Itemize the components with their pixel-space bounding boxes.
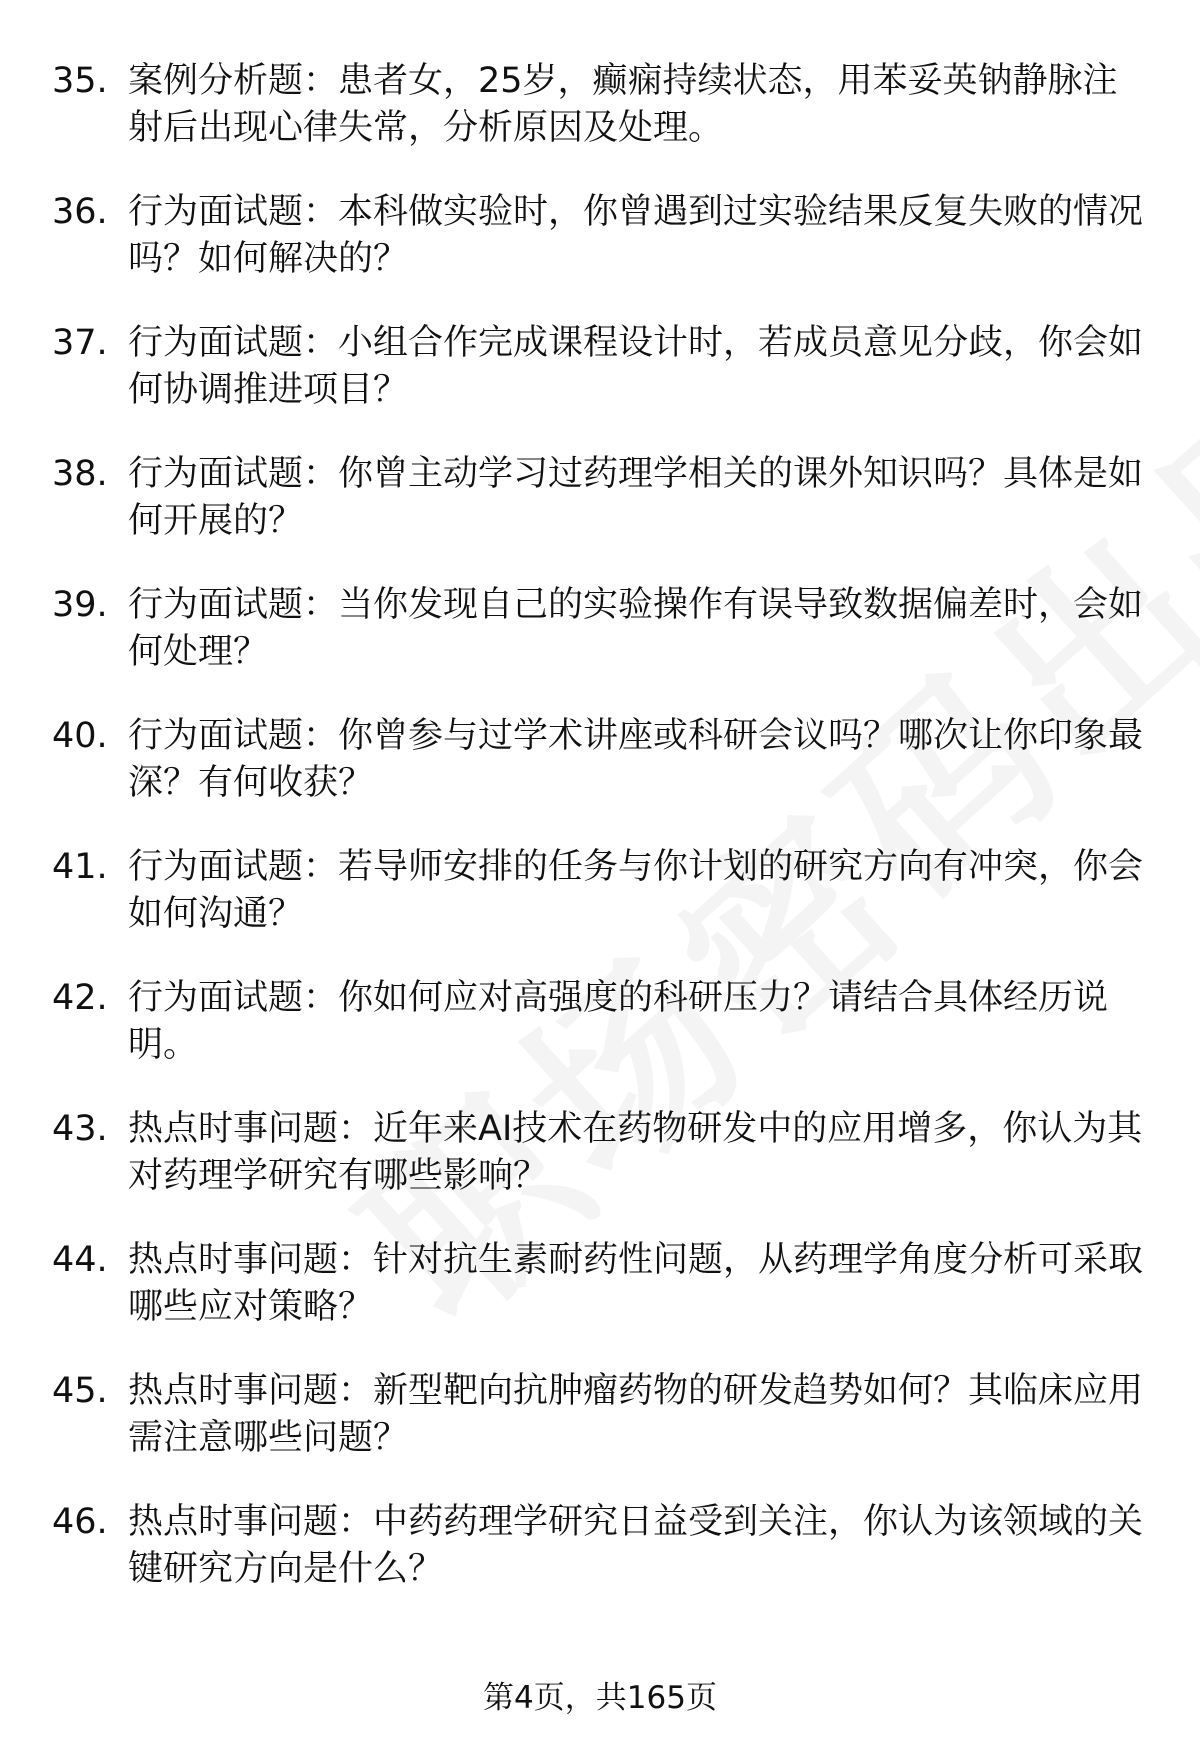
question-number: 45. (52, 1371, 108, 1411)
question-number: 43. (52, 1109, 108, 1149)
question-text: 行为面试题：你如何应对高强度的科研压力？请结合具体经历说明。 (128, 978, 1109, 1065)
question-number: 41. (52, 847, 108, 887)
question-number: 42. (52, 978, 108, 1018)
question-text: 热点时事问题：针对抗生素耐药性问题，从药理学角度分析可采取哪些应对策略？ (128, 1240, 1144, 1327)
question-number: 37. (52, 323, 108, 363)
question-item (52, 1237, 1152, 1368)
question-text: 热点时事问题：新型靶向抗肿瘤药物的研发趋势如何？其临床应用需注意哪些问题？ (128, 1371, 1144, 1458)
question-item (52, 189, 1152, 320)
question-text: 行为面试题：你曾参与过学术讲座或科研会议吗？哪次让你印象最深？有何收获？ (128, 716, 1144, 803)
question-item (52, 713, 1152, 844)
question-item (52, 58, 1152, 189)
question-item (52, 844, 1152, 975)
question-item (52, 1368, 1152, 1499)
question-list (52, 58, 1152, 1630)
question-number: 40. (52, 716, 108, 756)
question-text: 案例分析题：患者女，25岁，癫痫持续状态，用苯妥英钠静脉注射后出现心律失常，分析原因及处理。 (128, 61, 1118, 148)
question-item (52, 975, 1152, 1106)
question-number: 46. (52, 1502, 108, 1542)
question-item (52, 1106, 1152, 1237)
question-text: 行为面试题：你曾主动学习过药理学相关的课外知识吗？具体是如何开展的？ (128, 454, 1144, 541)
question-item (52, 1499, 1152, 1630)
question-number: 36. (52, 192, 108, 232)
question-number: 35. (52, 61, 108, 101)
question-item (52, 320, 1152, 451)
question-text: 行为面试题：当你发现自己的实验操作有误导致数据偏差时，会如何处理？ (128, 585, 1144, 672)
question-text: 热点时事问题：中药药理学研究日益受到关注，你认为该领域的关键研究方向是什么？ (128, 1502, 1144, 1589)
question-number: 39. (52, 585, 108, 625)
question-number: 38. (52, 454, 108, 494)
question-text: 行为面试题：若导师安排的任务与你计划的研究方向有冲突，你会如何沟通？ (128, 847, 1144, 934)
page-footer: 第4页，共165页 (483, 1680, 717, 1716)
question-item (52, 582, 1152, 713)
question-text: 行为面试题：小组合作完成课程设计时，若成员意见分歧，你会如何协调推进项目？ (128, 323, 1144, 410)
question-number: 44. (52, 1240, 108, 1280)
question-text: 热点时事问题：近年来AI技术在药物研发中的应用增多，你认为其对药理学研究有哪些影响？ (128, 1109, 1143, 1196)
question-item (52, 451, 1152, 582)
question-text: 行为面试题：本科做实验时，你曾遇到过实验结果反复失败的情况吗？如何解决的？ (128, 192, 1144, 279)
